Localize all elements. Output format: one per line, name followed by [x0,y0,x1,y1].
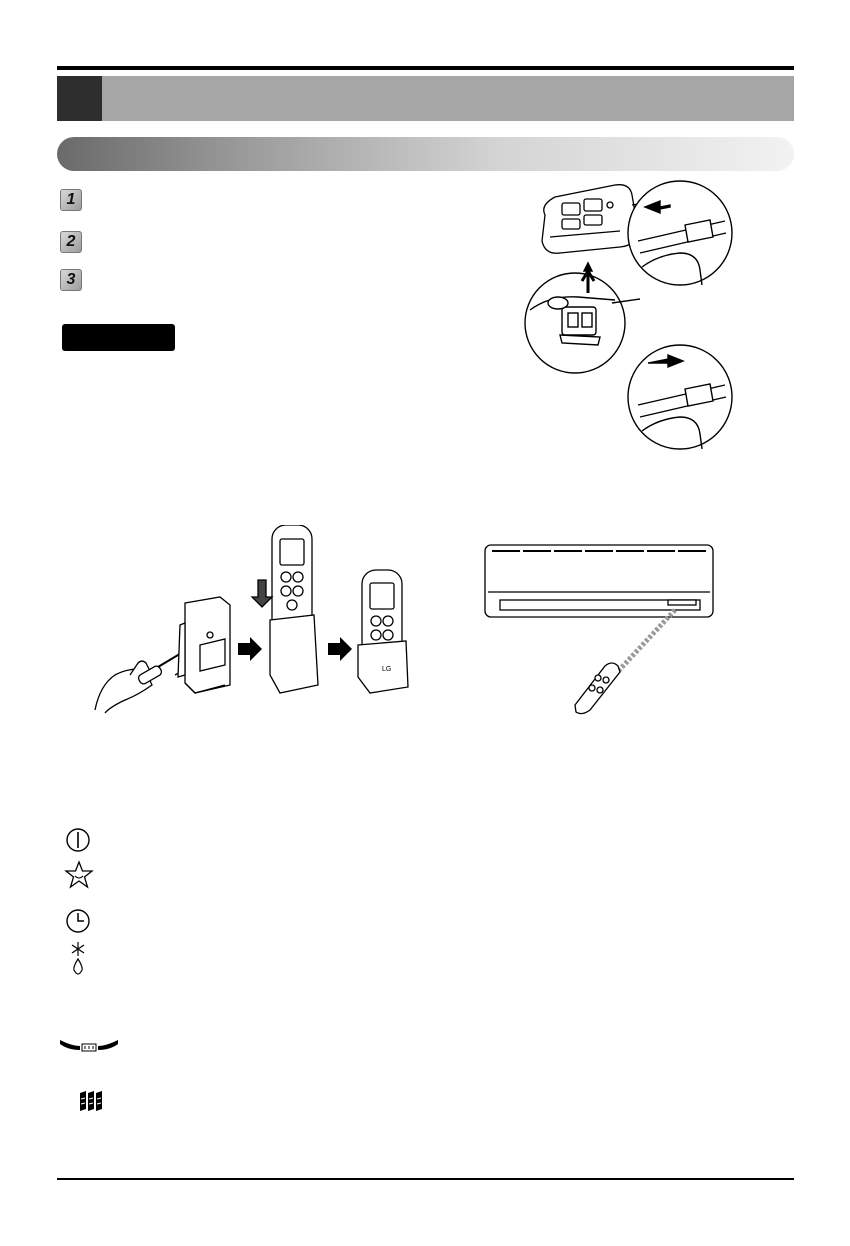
wall-holder [178,597,230,693]
bottom-rule [57,1178,794,1180]
right-arrow-icon [238,637,262,661]
section-header-block [57,76,102,121]
battery-replacement-illustration [520,175,750,455]
remote-holder-mounting-illustration [90,525,420,715]
remote-logo-text: LG [382,666,392,673]
step-3-badge: 3 [60,269,82,291]
indoor-unit-signal-illustration [480,540,720,720]
snowflake-drop-icon [63,940,93,976]
step-1-badge: 1 [60,189,82,211]
detail-circle-3 [628,345,732,449]
note-label [62,324,175,351]
step-2-badge: 2 [60,231,82,253]
hand-with-screwdriver [95,649,188,713]
detail-circle-1 [628,181,732,285]
indoor-unit [485,545,713,617]
power-icon [63,826,93,854]
top-rule [57,66,794,70]
remote-entering-holder [252,525,318,693]
louver-vanes-icon [78,1089,104,1113]
detail-circle-2 [525,263,640,373]
section-header-bar [57,76,794,121]
subsection-header-bar [57,137,794,171]
remote-in-holder [358,570,408,693]
right-arrow-icon [328,637,352,661]
timer-clock-icon [63,907,93,935]
star-icon [63,860,95,890]
handheld-remote [575,663,620,714]
airflow-swing-icon [58,1036,120,1054]
